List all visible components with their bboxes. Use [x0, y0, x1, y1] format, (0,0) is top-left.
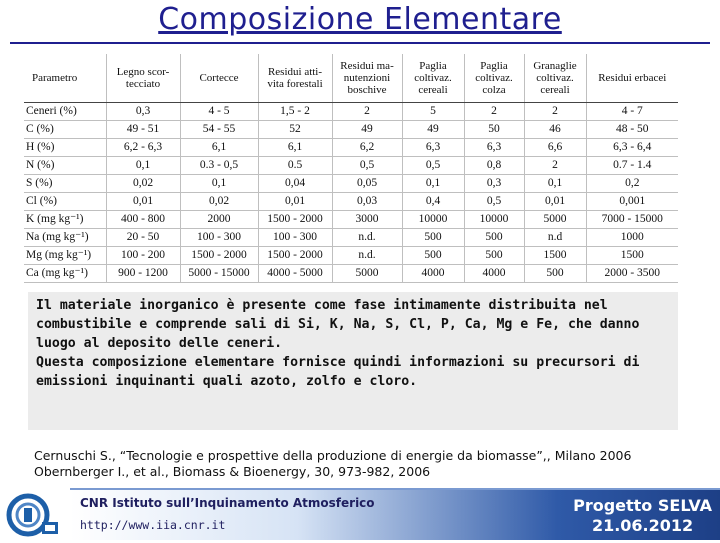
parameter-cell: K (mg kg⁻¹): [24, 211, 106, 229]
table-cell: 900 - 1200: [106, 265, 180, 283]
table-cell: 100 - 300: [180, 229, 258, 247]
column-header: Parametro: [24, 54, 106, 103]
table-cell: 20 - 50: [106, 229, 180, 247]
table-row: [24, 265, 678, 283]
parameter-cell: Cl (%): [24, 193, 106, 211]
table-cell: 1500: [524, 247, 586, 265]
table-cell: 10000: [402, 211, 464, 229]
table-cell: 500: [402, 247, 464, 265]
slide-title: Composizione Elementare: [158, 2, 562, 37]
table-cell: 4000 - 5000: [258, 265, 332, 283]
table-cell: 6,1: [180, 139, 258, 157]
table-row: [24, 211, 678, 229]
table-cell: 400 - 800: [106, 211, 180, 229]
table-cell: 1,5 - 2: [258, 103, 332, 121]
parameter-cell: Ca (mg kg⁻¹): [24, 265, 106, 283]
table-header-row: [24, 54, 678, 103]
table-cell: 10000: [464, 211, 524, 229]
table-cell: 5000: [332, 265, 402, 283]
table-cell: 0,3: [464, 175, 524, 193]
table-row: [24, 157, 678, 175]
column-header: Granaglie coltivaz. cereali: [524, 54, 586, 103]
table-cell: 500: [524, 265, 586, 283]
parameter-cell: Ceneri (%): [24, 103, 106, 121]
table-cell: 0,02: [180, 193, 258, 211]
footer: [0, 488, 720, 540]
table-cell: 54 - 55: [180, 121, 258, 139]
table-cell: n.d.: [332, 247, 402, 265]
table-cell: 4000: [464, 265, 524, 283]
table-cell: 1500: [586, 247, 678, 265]
column-header: Residui ma- nutenzioni boschive: [332, 54, 402, 103]
table-cell: 0,3: [106, 103, 180, 121]
table-body: [24, 103, 678, 283]
table-cell: 2: [332, 103, 402, 121]
table-cell: 49: [332, 121, 402, 139]
reference-item: Cernuschi S., “Tecnologie e prospettive della produzione di energie da biomasse”,, Milano 2006: [34, 448, 632, 463]
table-cell: 0,04: [258, 175, 332, 193]
table-cell: 500: [402, 229, 464, 247]
table-cell: 6,2: [332, 139, 402, 157]
column-header: Residui erbacei: [586, 54, 678, 103]
cnr-logo-icon: [4, 492, 60, 538]
table-cell: 100 - 200: [106, 247, 180, 265]
table-row: [24, 139, 678, 157]
table-row: [24, 103, 678, 121]
table-cell: 6,6: [524, 139, 586, 157]
table-row: [24, 247, 678, 265]
table-cell: 0,1: [106, 157, 180, 175]
table-cell: 50: [464, 121, 524, 139]
title-underline: [10, 42, 710, 44]
table-cell: 5: [402, 103, 464, 121]
table-cell: 0,1: [524, 175, 586, 193]
column-header: Residui atti- vita forestali: [258, 54, 332, 103]
table-cell: 2000 - 3500: [586, 265, 678, 283]
table-cell: 0,03: [332, 193, 402, 211]
parameter-cell: Na (mg kg⁻¹): [24, 229, 106, 247]
table-cell: 0,02: [106, 175, 180, 193]
table-cell: 48 - 50: [586, 121, 678, 139]
parameter-cell: H (%): [24, 139, 106, 157]
table-cell: n.d.: [332, 229, 402, 247]
table-cell: 6,2 - 6,3: [106, 139, 180, 157]
table-cell: 0,001: [586, 193, 678, 211]
project-date: 21.06.2012: [591, 516, 694, 535]
table-row: [24, 193, 678, 211]
reference-item: Obernberger I., et al., Biomass & Bioenergy, 30, 973-982, 2006: [34, 464, 431, 479]
table-cell: 0,01: [524, 193, 586, 211]
table-cell: 49 - 51: [106, 121, 180, 139]
table-cell: 2000: [180, 211, 258, 229]
table-cell: 6,3: [402, 139, 464, 157]
table-row: [24, 175, 678, 193]
table-cell: 4 - 5: [180, 103, 258, 121]
column-header: Paglia coltivaz. colza: [464, 54, 524, 103]
table-cell: 0,05: [332, 175, 402, 193]
table-row: [24, 229, 678, 247]
table-cell: 0.3 - 0,5: [180, 157, 258, 175]
parameter-cell: N (%): [24, 157, 106, 175]
table-cell: 1500 - 2000: [258, 211, 332, 229]
table-cell: 0.5: [258, 157, 332, 175]
table-cell: 2: [524, 157, 586, 175]
table-cell: 6,3 - 6,4: [586, 139, 678, 157]
column-header: Legno scor- tecciato: [106, 54, 180, 103]
project-info: [573, 496, 712, 536]
table-cell: 0,5: [402, 157, 464, 175]
table-cell: 46: [524, 121, 586, 139]
table-cell: 500: [464, 247, 524, 265]
table-cell: 2: [524, 103, 586, 121]
description-text: Il materiale inorganico è presente come fase intimamente distribuita nel combustibile e comprende sali di Si, K, Na, S, Cl, P, Ca, Mg e Fe, che danno luogo al deposito delle ceneri. Questa composizione elementare fornisce quindi informazioni su precursori di emissioni inquinanti quali azoto, zolfo e cloro.: [28, 292, 678, 430]
footer-divider: [70, 488, 720, 490]
table-cell: 1500 - 2000: [180, 247, 258, 265]
table-cell: 0,4: [402, 193, 464, 211]
table-cell: 7000 - 15000: [586, 211, 678, 229]
table-cell: 52: [258, 121, 332, 139]
institute-link[interactable]: http://www.iia.cnr.it: [80, 518, 226, 532]
parameter-cell: Mg (mg kg⁻¹): [24, 247, 106, 265]
parameter-cell: S (%): [24, 175, 106, 193]
table-row: [24, 121, 678, 139]
table-cell: 0,01: [106, 193, 180, 211]
table-cell: 4 - 7: [586, 103, 678, 121]
table-cell: 6,1: [258, 139, 332, 157]
table-cell: 0,8: [464, 157, 524, 175]
table-cell: 49: [402, 121, 464, 139]
table-cell: 0,2: [586, 175, 678, 193]
composition-table: [24, 54, 678, 283]
references: [34, 448, 704, 480]
table-cell: 100 - 300: [258, 229, 332, 247]
table-cell: 1500 - 2000: [258, 247, 332, 265]
column-header: Paglia coltivaz. cereali: [402, 54, 464, 103]
table-cell: 5000 - 15000: [180, 265, 258, 283]
table-cell: 6,3: [464, 139, 524, 157]
table-cell: 3000: [332, 211, 402, 229]
table-cell: 0,5: [464, 193, 524, 211]
institute-name: CNR Istituto sull’Inquinamento Atmosferico: [80, 496, 375, 510]
project-name: Progetto SELVA: [573, 496, 712, 515]
table-cell: 0,01: [258, 193, 332, 211]
table-cell: 2: [464, 103, 524, 121]
table-cell: n.d: [524, 229, 586, 247]
composition-table-container: [24, 54, 678, 290]
table-cell: 1000: [586, 229, 678, 247]
table-cell: 0,1: [402, 175, 464, 193]
table-cell: 0,1: [180, 175, 258, 193]
table-cell: 5000: [524, 211, 586, 229]
table-cell: 500: [464, 229, 524, 247]
table-cell: 0.7 - 1.4: [586, 157, 678, 175]
table-cell: 4000: [402, 265, 464, 283]
column-header: Cortecce: [180, 54, 258, 103]
parameter-cell: C (%): [24, 121, 106, 139]
table-cell: 0,5: [332, 157, 402, 175]
